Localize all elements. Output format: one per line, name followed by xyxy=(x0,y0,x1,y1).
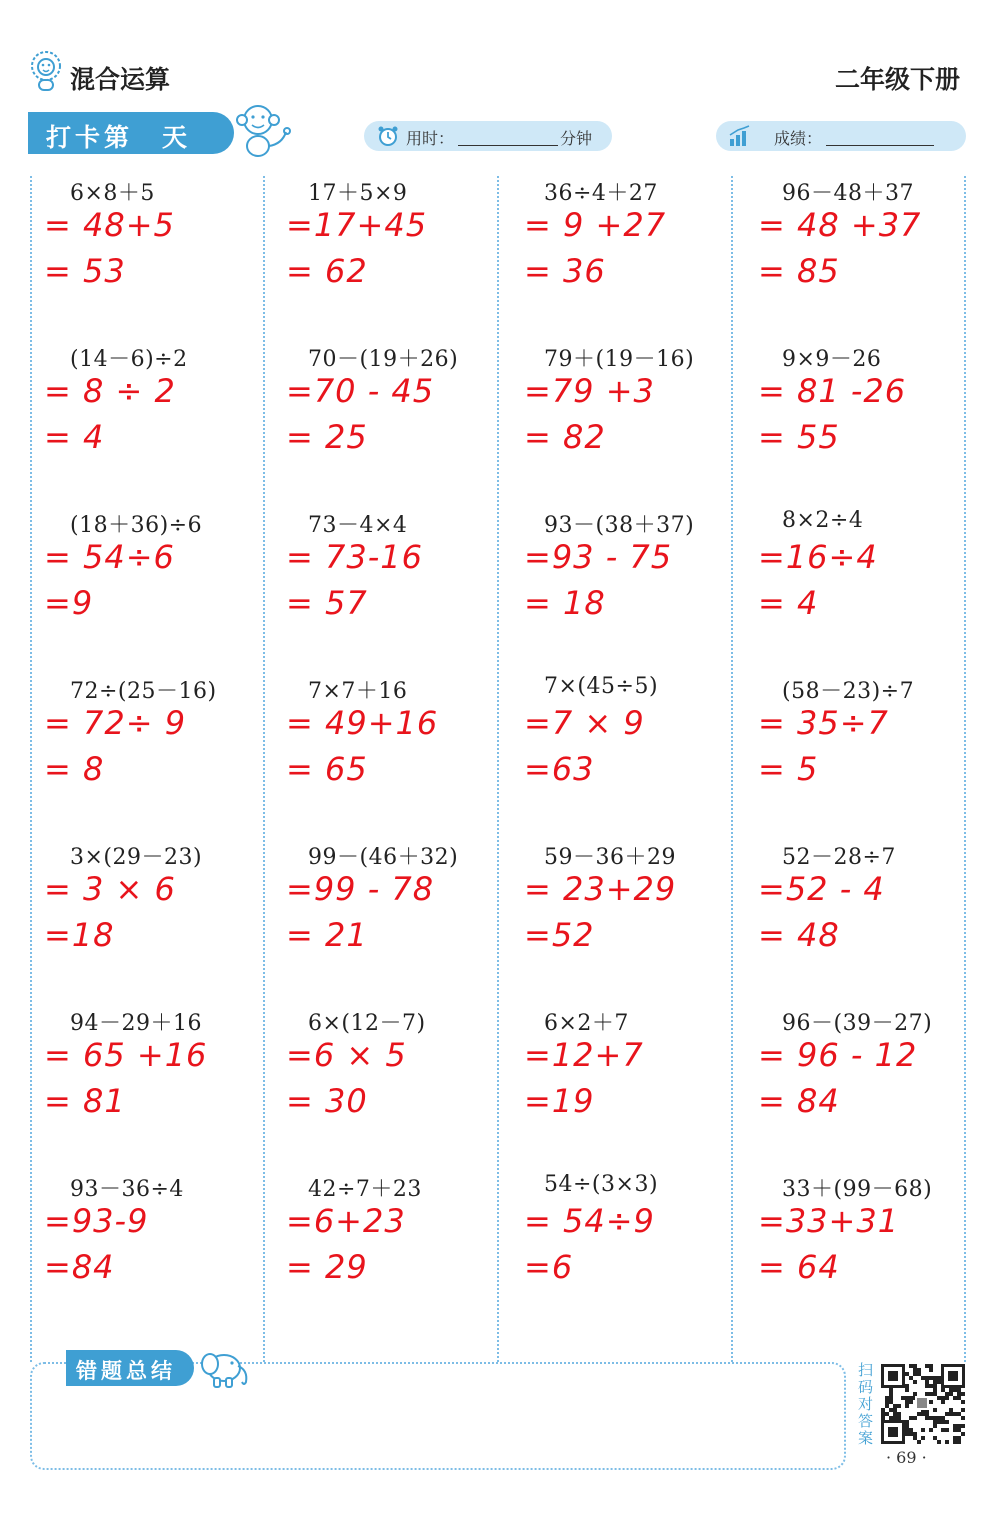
handwritten-step-2: =63 xyxy=(524,750,595,788)
handwritten-step-2: =84 xyxy=(44,1248,115,1286)
handwritten-step-2: =19 xyxy=(524,1082,595,1120)
problem-expression: 6×2＋7 xyxy=(544,1011,629,1036)
problem-expression: (14－6)÷2 xyxy=(70,347,188,372)
handwritten-step-2: = 82 xyxy=(524,418,606,456)
handwritten-step-1: =6 × 5 xyxy=(286,1036,407,1074)
handwritten-step-1: = 65 +16 xyxy=(44,1036,208,1074)
problem-expression: 54÷(3×3) xyxy=(544,1172,659,1197)
handwritten-step-2: = 21 xyxy=(286,916,368,954)
chart-icon xyxy=(728,125,752,147)
time-blank[interactable] xyxy=(458,145,558,146)
problem-cell xyxy=(504,1172,736,1338)
problem-expression: 79＋(19－16) xyxy=(544,347,695,372)
handwritten-step-1: =52 - 4 xyxy=(758,870,885,908)
handwritten-step-1: =33+31 xyxy=(758,1202,900,1240)
problem-cell xyxy=(738,176,970,342)
handwritten-step-1: =93 - 75 xyxy=(524,538,673,576)
problem-cell xyxy=(270,1006,502,1172)
problem-expression: (58－23)÷7 xyxy=(782,679,915,704)
problem-expression: 7×7＋16 xyxy=(308,679,408,704)
problem-expression: 36÷4＋27 xyxy=(544,181,658,206)
problem-expression: 72÷(25－16) xyxy=(70,679,217,704)
handwritten-step-2: = 25 xyxy=(286,418,368,456)
problem-expression: 93－36÷4 xyxy=(70,1177,184,1202)
handwritten-step-2: =52 xyxy=(524,916,595,954)
time-label: 用时： xyxy=(406,129,455,148)
monkey-icon xyxy=(230,100,294,160)
problem-expression: 70－(19＋26) xyxy=(308,347,459,372)
problem-cell xyxy=(504,1006,736,1172)
problem-cell xyxy=(738,1172,970,1338)
day-checkin-banner xyxy=(28,112,234,154)
problem-expression: 17＋5×9 xyxy=(308,181,408,206)
handwritten-step-1: = 8 ÷ 2 xyxy=(44,372,176,410)
handwritten-step-2: = 4 xyxy=(758,584,819,622)
handwritten-step-2: = 5 xyxy=(758,750,819,788)
page-number: · 69 · xyxy=(886,1448,927,1467)
handwritten-step-2: = 36 xyxy=(524,252,606,290)
problem-expression: 96－(39－27) xyxy=(782,1011,933,1036)
handwritten-step-1: =6+23 xyxy=(286,1202,406,1240)
handwritten-step-1: = 54÷9 xyxy=(524,1202,655,1240)
problem-cell xyxy=(36,176,268,342)
page-title: 混合运算 xyxy=(70,65,171,94)
score-field xyxy=(716,121,966,151)
problem-cell xyxy=(738,1006,970,1172)
handwritten-step-2: = 55 xyxy=(758,418,840,456)
handwritten-step-2: = 29 xyxy=(286,1248,368,1286)
problem-cell xyxy=(270,508,502,674)
handwritten-step-2: =9 xyxy=(44,584,94,622)
problem-cell xyxy=(36,674,268,840)
problem-cell xyxy=(738,508,970,674)
handwritten-step-2: = 85 xyxy=(758,252,840,290)
problem-expression: 3×(29－23) xyxy=(70,845,203,870)
problem-cell xyxy=(36,508,268,674)
problem-expression: 6×(12－7) xyxy=(308,1011,426,1036)
time-unit: 分钟 xyxy=(560,129,593,148)
column-divider xyxy=(30,176,32,1362)
problem-expression: 33＋(99－68) xyxy=(782,1177,933,1202)
problem-cell xyxy=(504,176,736,342)
problem-cell xyxy=(270,176,502,342)
handwritten-step-2: = 81 xyxy=(44,1082,126,1120)
score-blank[interactable] xyxy=(826,145,934,146)
grade-label: 二年级下册 xyxy=(834,65,960,94)
problem-cell xyxy=(738,674,970,840)
handwritten-step-1: = 54÷6 xyxy=(44,538,175,576)
handwritten-step-2: =18 xyxy=(44,916,115,954)
handwritten-step-1: = 9 +27 xyxy=(524,206,667,244)
handwritten-step-2: = 84 xyxy=(758,1082,840,1120)
handwritten-step-2: = 8 xyxy=(44,750,105,788)
problem-cell xyxy=(270,1172,502,1338)
problem-expression: 8×2÷4 xyxy=(782,508,864,533)
problem-cell xyxy=(36,840,268,1006)
handwritten-step-1: =79 +3 xyxy=(524,372,655,410)
problem-cell xyxy=(504,674,736,840)
handwritten-step-1: = 73-16 xyxy=(286,538,423,576)
problem-expression: 93－(38＋37) xyxy=(544,513,695,538)
handwritten-step-1: =7 × 9 xyxy=(524,704,645,742)
handwritten-step-2: = 48 xyxy=(758,916,840,954)
lion-logo-icon xyxy=(28,50,64,92)
elephant-icon xyxy=(198,1344,254,1390)
problem-cell xyxy=(270,342,502,508)
handwritten-step-1: = 23+29 xyxy=(524,870,677,908)
problem-cell xyxy=(36,1006,268,1172)
problem-cell xyxy=(504,342,736,508)
time-spent-field xyxy=(364,121,612,151)
problem-cell xyxy=(738,840,970,1006)
handwritten-step-2: = 57 xyxy=(286,584,368,622)
problem-expression: 42÷7＋23 xyxy=(308,1177,422,1202)
handwritten-step-2: = 62 xyxy=(286,252,368,290)
problem-expression: 9×9－26 xyxy=(782,347,882,372)
handwritten-step-1: =93-9 xyxy=(44,1202,149,1240)
handwritten-step-1: = 3 × 6 xyxy=(44,870,176,908)
problem-cell xyxy=(738,342,970,508)
problem-expression: 73－4×4 xyxy=(308,513,408,538)
problem-expression: 96－48＋37 xyxy=(782,181,914,206)
handwritten-step-1: = 81 -26 xyxy=(758,372,907,410)
problem-expression: 59－36＋29 xyxy=(544,845,676,870)
problem-cell xyxy=(504,508,736,674)
problem-cell xyxy=(270,674,502,840)
problem-expression: 99－(46＋32) xyxy=(308,845,459,870)
problem-cell xyxy=(36,1172,268,1338)
handwritten-step-1: = 35÷7 xyxy=(758,704,889,742)
handwritten-step-1: =12+7 xyxy=(524,1036,644,1074)
handwritten-step-2: = 64 xyxy=(758,1248,840,1286)
problem-cell xyxy=(504,840,736,1006)
handwritten-step-2: = 65 xyxy=(286,750,368,788)
handwritten-step-2: = 4 xyxy=(44,418,105,456)
clock-icon xyxy=(376,125,400,147)
handwritten-step-2: = 30 xyxy=(286,1082,368,1120)
handwritten-step-1: = 72÷ 9 xyxy=(44,704,187,742)
problem-cell xyxy=(270,840,502,1006)
mistake-summary-tab xyxy=(66,1350,194,1386)
handwritten-step-1: = 48 +37 xyxy=(758,206,922,244)
scan-for-answers-label: 扫码对答案 xyxy=(858,1361,874,1447)
mistake-summary-label: 错题总结 xyxy=(76,1359,176,1383)
problem-expression: 6×8＋5 xyxy=(70,181,155,206)
qr-code-icon[interactable] xyxy=(880,1364,966,1444)
problem-expression: (18＋36)÷6 xyxy=(70,513,203,538)
handwritten-step-1: =16÷4 xyxy=(758,538,878,576)
problem-expression: 7×(45÷5) xyxy=(544,674,659,699)
handwritten-step-2: = 53 xyxy=(44,252,126,290)
handwritten-step-1: = 96 - 12 xyxy=(758,1036,918,1074)
problem-expression: 94－29＋16 xyxy=(70,1011,202,1036)
day-checkin-label: 打卡第 天 xyxy=(46,123,192,152)
handwritten-step-2: = 18 xyxy=(524,584,606,622)
handwritten-step-1: =70 - 45 xyxy=(286,372,435,410)
handwritten-step-2: =6 xyxy=(524,1248,574,1286)
score-label: 成绩： xyxy=(774,129,823,148)
handwritten-step-1: = 48+5 xyxy=(44,206,175,244)
handwritten-step-1: = 49+16 xyxy=(286,704,439,742)
problem-expression: 52－28÷7 xyxy=(782,845,896,870)
problem-cell xyxy=(36,342,268,508)
handwritten-step-1: =99 - 78 xyxy=(286,870,435,908)
handwritten-step-1: =17+45 xyxy=(286,206,428,244)
